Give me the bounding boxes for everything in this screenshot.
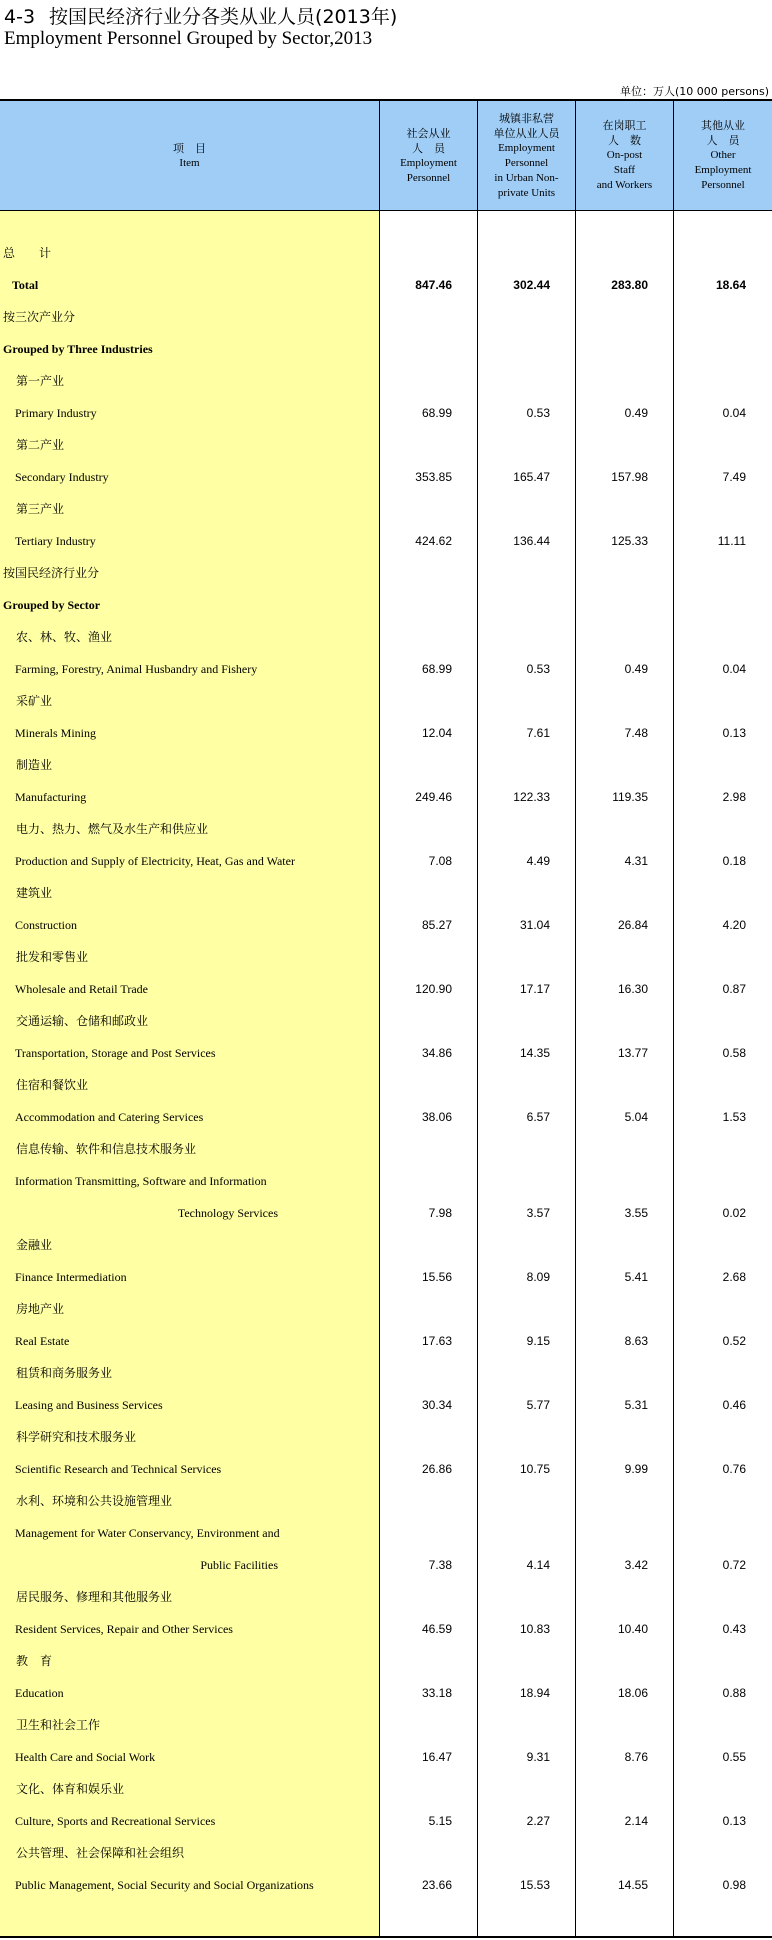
cell-value: 0.98 [722, 1878, 746, 1892]
cell-value: 68.99 [421, 662, 452, 676]
row-label-en: Tertiary Industry [15, 534, 96, 548]
cell-value: 10.75 [519, 1462, 550, 1476]
row-label-en: Management for Water Conservancy, Environment and [15, 1526, 280, 1540]
cell-value: 5.31 [624, 1398, 648, 1412]
bottom-rule [0, 1936, 772, 1938]
cell-value: 8.09 [526, 1270, 550, 1284]
table-row [0, 1069, 772, 1101]
header-en-line: Personnel [406, 171, 451, 184]
table-row [0, 1165, 772, 1197]
cell-value: 0.46 [722, 1398, 746, 1412]
row-label-en: Minerals Mining [15, 726, 96, 740]
row-label-en: Education [15, 1686, 64, 1700]
cell-value: 0.53 [526, 662, 550, 676]
row-label-en: Farming, Forestry, Animal Husbandry and Fishery [15, 662, 258, 676]
cell-value: 26.84 [617, 918, 648, 932]
row-label-cn: 居民服务、修理和其他服务业 [16, 1590, 173, 1604]
row-label-en: Secondary Industry [15, 470, 109, 484]
cell-value: 424.62 [415, 534, 452, 548]
cell-value: 16.47 [421, 1750, 452, 1764]
cell-value: 122.33 [513, 790, 550, 804]
row-label-en: Public Management, Social Security and Social Organizations [15, 1878, 314, 1892]
table-row [0, 365, 772, 397]
cell-value: 0.55 [722, 1750, 746, 1764]
cell-value: 17.17 [519, 982, 550, 996]
header-en-line: private Units [497, 186, 556, 199]
cell-value: 33.18 [421, 1686, 452, 1700]
header-en-line: Personnel [701, 179, 745, 191]
table-row [0, 1325, 772, 1357]
row-label-en: Wholesale and Retail Trade [15, 982, 148, 996]
row-label-cn: 教 育 [16, 1654, 53, 1668]
cell-value: 11.11 [717, 534, 746, 548]
header-item [0, 101, 380, 210]
table-row [0, 1677, 772, 1709]
unit-label: 单位：万人(10 000 persons) [619, 85, 769, 98]
cell-value: 3.57 [526, 1206, 550, 1220]
cell-value: 13.77 [617, 1046, 648, 1060]
row-label-cn: 租赁和商务服务业 [16, 1366, 113, 1380]
table-row [0, 653, 772, 685]
table-row [0, 1421, 772, 1453]
cell-value: 157.98 [611, 470, 648, 484]
cell-value: 7.61 [526, 726, 550, 740]
row-label-cn: 金融业 [16, 1238, 53, 1252]
table-row [0, 237, 772, 269]
cell-value: 38.06 [421, 1110, 452, 1124]
cell-value: 7.38 [428, 1558, 452, 1572]
row-label-cn: 公共管理、社会保障和社会组织 [16, 1846, 185, 1860]
cell-value: 18.06 [617, 1686, 648, 1700]
row-label-en: Construction [15, 918, 77, 932]
table-row [0, 749, 772, 781]
table-row [0, 941, 772, 973]
header-cn-line: 其他从业 [701, 119, 745, 132]
row-label-cn: 建筑业 [16, 886, 53, 900]
row-label-en: Manufacturing [15, 790, 87, 804]
cell-value: 0.88 [722, 1686, 746, 1700]
cell-value: 0.04 [722, 662, 746, 676]
table-row [0, 1645, 772, 1677]
row-label-cn: 房地产业 [16, 1302, 65, 1316]
row-label-cn: 第二产业 [16, 438, 65, 452]
cell-value: 0.53 [526, 406, 550, 420]
cell-value: 136.44 [513, 534, 550, 548]
header-en-line: Staff [613, 164, 636, 176]
cell-value: 0.13 [722, 726, 746, 740]
table-row [0, 877, 772, 909]
header-en-line: Other [710, 149, 736, 161]
row-label-cn: 第三产业 [16, 502, 65, 516]
header-en-line: Personnel [504, 156, 549, 169]
cell-value: 9.31 [526, 1750, 550, 1764]
row-label-en: Grouped by Sector [3, 598, 101, 612]
header-employment-personnel [380, 101, 478, 210]
row-label-cn: 按三次产业分 [3, 310, 76, 324]
cell-value: 353.85 [415, 470, 452, 484]
cell-value: 18.64 [715, 278, 746, 292]
header-en-line: On-post [606, 149, 643, 161]
table-row [0, 1485, 772, 1517]
table-row [0, 1709, 772, 1741]
cell-value: 9.99 [624, 1462, 648, 1476]
table-title-cn [4, 2, 397, 29]
table-row [0, 1805, 772, 1837]
table-row [0, 1581, 772, 1613]
row-label-en: Primary Industry [15, 406, 97, 420]
table-row [0, 1453, 772, 1485]
table-row [0, 1293, 772, 1325]
cell-value: 5.04 [624, 1110, 648, 1124]
table-row [0, 1261, 772, 1293]
table-title-en: Employment Personnel Grouped by Sector,2013 [4, 28, 373, 49]
cell-value: 0.58 [722, 1046, 746, 1060]
table-row [0, 973, 772, 1005]
row-label-cn: 科学研究和技术服务业 [16, 1430, 137, 1444]
row-label-en: Grouped by Three Industries [3, 342, 153, 356]
table-row [0, 1773, 772, 1805]
cell-value: 0.13 [722, 1814, 746, 1828]
cell-value: 6.57 [526, 1110, 550, 1124]
cell-value: 10.83 [519, 1622, 550, 1636]
cell-value: 1.53 [722, 1110, 746, 1124]
header-en-line: Employment [400, 156, 457, 169]
cell-value: 30.34 [421, 1398, 452, 1412]
table-row [0, 1741, 772, 1773]
table-row [0, 493, 772, 525]
cell-value: 2.98 [722, 790, 746, 804]
row-label-en: Transportation, Storage and Post Services [15, 1046, 216, 1060]
cell-value: 8.76 [624, 1750, 648, 1764]
cell-value: 14.35 [519, 1046, 550, 1060]
table-row [0, 1101, 772, 1133]
table-row [0, 525, 772, 557]
table-row [0, 557, 772, 589]
cell-value: 0.52 [722, 1334, 746, 1348]
cell-value: 12.04 [421, 726, 452, 740]
row-label-en: Finance Intermediation [15, 1270, 127, 1284]
row-label-cn: 信息传输、软件和信息技术服务业 [16, 1142, 197, 1156]
row-label-en: Scientific Research and Technical Services [15, 1462, 222, 1476]
cell-value: 0.76 [722, 1462, 746, 1476]
table-row [0, 1869, 772, 1901]
header-other-employment [674, 101, 772, 210]
table-row [0, 1229, 772, 1261]
table-header [0, 101, 772, 211]
cell-value: 16.30 [617, 982, 648, 996]
row-label-cn: 住宿和餐饮业 [16, 1078, 89, 1092]
table-row [0, 461, 772, 493]
cell-value: 7.48 [624, 726, 648, 740]
table-row [0, 429, 772, 461]
row-label-cn: 总 计 [3, 246, 52, 260]
cell-value: 2.14 [624, 1814, 648, 1828]
cell-value: 7.98 [428, 1206, 452, 1220]
table-row [0, 1037, 772, 1069]
table-row [0, 813, 772, 845]
cell-value: 9.15 [526, 1334, 550, 1348]
header-en-line: and Workers [596, 179, 653, 191]
header-cn-line: 社会从业 [406, 126, 451, 140]
table-row [0, 1197, 772, 1229]
cell-value: 249.46 [415, 790, 452, 804]
table-row [0, 1357, 772, 1389]
table-row [0, 269, 772, 301]
cell-value: 26.86 [421, 1462, 452, 1476]
row-label-en: Real Estate [15, 1334, 70, 1348]
table-row [0, 1517, 772, 1549]
cell-value: 0.18 [722, 854, 746, 868]
cell-value: 18.94 [519, 1686, 550, 1700]
header-urban-non-private [478, 101, 576, 210]
cell-value: 15.53 [519, 1878, 550, 1892]
cell-value: 8.63 [624, 1334, 648, 1348]
header-cn-line: 项 目 [173, 141, 206, 155]
cell-value: 68.99 [421, 406, 452, 420]
header-cn-line: 城镇非私营 [499, 111, 554, 125]
header-en-line: Item [179, 156, 200, 169]
row-label-cn: 水利、环境和公共设施管理业 [16, 1494, 173, 1508]
header-cn-line: 在岗职工 [602, 119, 647, 132]
cell-value: 3.42 [624, 1558, 648, 1572]
data-table [0, 99, 772, 1940]
cell-value: 4.14 [526, 1558, 550, 1572]
cell-value: 0.49 [624, 406, 648, 420]
row-label-cn: 农、林、牧、渔业 [16, 630, 113, 644]
row-label-en-cont: Technology Services [177, 1206, 278, 1220]
header-en-line: Employment [694, 164, 752, 176]
header-cn-line: 人 员 [412, 141, 445, 155]
cell-value: 5.41 [624, 1270, 648, 1284]
cell-value: 5.77 [526, 1398, 550, 1412]
cell-value: 7.49 [722, 470, 746, 484]
row-label-cn: 电力、热力、燃气及水生产和供应业 [16, 822, 209, 836]
table-row [0, 1389, 772, 1421]
row-label-cn: 批发和零售业 [16, 950, 89, 964]
cell-value: 31.04 [519, 918, 550, 932]
cell-value: 7.08 [428, 854, 452, 868]
header-cn-line: 单位从业人员 [493, 126, 560, 140]
cell-value: 847.46 [415, 278, 452, 292]
cell-value: 0.02 [722, 1206, 746, 1220]
cell-value: 2.68 [722, 1270, 746, 1284]
table-body [0, 211, 772, 1938]
header-en-line: in Urban Non- [494, 171, 559, 184]
cell-value: 283.80 [611, 278, 648, 292]
row-label-en-cont: Public Facilities [200, 1558, 278, 1572]
cell-value: 23.66 [421, 1878, 452, 1892]
cell-value: 4.20 [722, 918, 746, 932]
table-row [0, 1613, 772, 1645]
cell-value: 34.86 [421, 1046, 452, 1060]
row-label-cn: 交通运输、仓储和邮政业 [16, 1014, 149, 1028]
row-label-en: Culture, Sports and Recreational Services [15, 1814, 216, 1828]
table-row [0, 717, 772, 749]
cell-value: 10.40 [617, 1622, 648, 1636]
cell-value: 2.27 [526, 1814, 550, 1828]
table-row [0, 621, 772, 653]
table-row [0, 333, 772, 365]
cell-value: 14.55 [617, 1878, 648, 1892]
row-label-cn: 第一产业 [16, 374, 65, 388]
cell-value: 46.59 [421, 1622, 452, 1636]
table-row [0, 1133, 772, 1165]
cell-value: 0.72 [722, 1558, 746, 1572]
table-row [0, 1549, 772, 1581]
row-label-cn: 卫生和社会工作 [16, 1718, 101, 1732]
cell-value: 3.55 [624, 1206, 648, 1220]
table-row [0, 589, 772, 621]
cell-value: 17.63 [421, 1334, 452, 1348]
cell-value: 0.49 [624, 662, 648, 676]
cell-value: 15.56 [421, 1270, 452, 1284]
row-label-en: Leasing and Business Services [15, 1398, 163, 1412]
cell-value: 165.47 [513, 470, 550, 484]
row-label-cn: 采矿业 [16, 694, 53, 708]
header-en-line: Employment [498, 141, 555, 154]
cell-value: 5.15 [428, 1814, 452, 1828]
table-row [0, 781, 772, 813]
row-label-cn: 文化、体育和娱乐业 [16, 1782, 125, 1796]
table-row [0, 845, 772, 877]
row-label-en: Accommodation and Catering Services [15, 1110, 204, 1124]
cell-value: 0.04 [722, 406, 746, 420]
row-label-en: Information Transmitting, Software and Information [15, 1174, 267, 1188]
cell-value: 4.49 [526, 854, 550, 868]
cell-value: 119.35 [612, 790, 648, 804]
table-row [0, 301, 772, 333]
table-row [0, 1005, 772, 1037]
cell-value: 4.31 [624, 854, 648, 868]
table-title-cn-text: 按国民经济行业分各类从业人员(2013年) [49, 6, 398, 28]
row-label-cn: 按国民经济行业分 [3, 566, 100, 580]
row-label-en: Total [12, 278, 39, 292]
header-on-post-staff [576, 101, 674, 210]
cell-value: 120.90 [415, 982, 452, 996]
cell-value: 85.27 [421, 918, 452, 932]
row-label-en: Health Care and Social Work [15, 1750, 156, 1764]
cell-value: 125.33 [611, 534, 648, 548]
table-number: 4-3 [4, 6, 36, 28]
row-label-en: Resident Services, Repair and Other Services [15, 1622, 233, 1636]
cell-value: 0.43 [722, 1622, 746, 1636]
header-cn-line: 人 数 [608, 134, 641, 147]
table-row [0, 1837, 772, 1869]
table-row [0, 397, 772, 429]
cell-value: 302.44 [513, 278, 550, 292]
table-row [0, 909, 772, 941]
header-cn-line: 人 员 [706, 134, 740, 147]
row-label-en: Production and Supply of Electricity, Heat, Gas and Water [15, 854, 295, 868]
cell-value: 0.87 [722, 982, 746, 996]
row-label-cn: 制造业 [16, 758, 53, 772]
table-row [0, 685, 772, 717]
